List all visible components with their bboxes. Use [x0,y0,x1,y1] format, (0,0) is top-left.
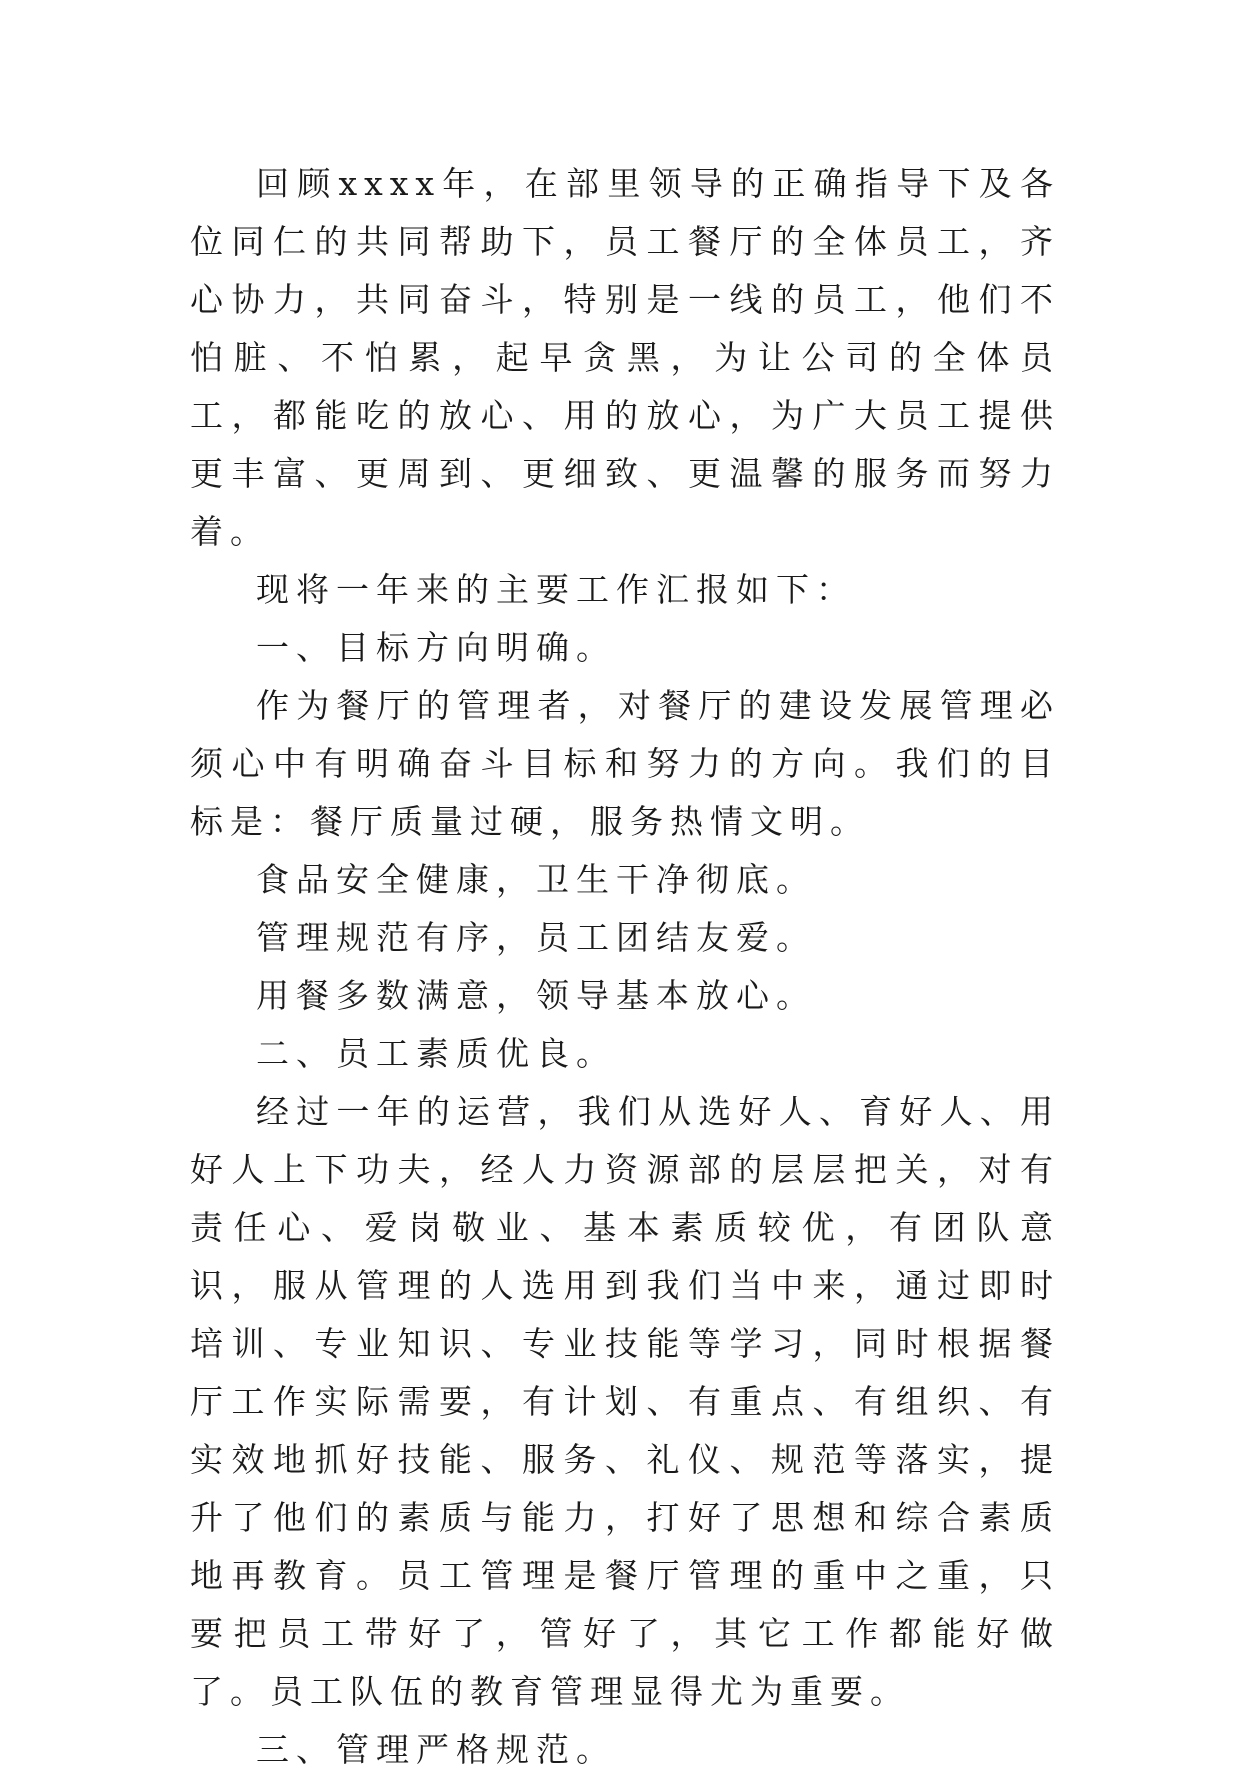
paragraph-goals: 作为餐厅的管理者，对餐厅的建设发展管理必须心中有明确奋斗目标和努力的方向。我们的目标是：餐厅质量过硬，服务热情文明。 [190,686,1060,841]
heading-section-2: 二、员工素质优良。 [256,1034,616,1073]
heading-section-3: 三、管理严格规范。 [256,1730,616,1769]
paragraph-staff-quality: 经过一年的运营，我们从选好人、育好人、用好人上下功夫，经人力资源部的层层把关，对有责任心、爱岗敬业、基本素质较优，有团队意识，服从管理的人选用到我们当中来，通过即时培训、专业知识、专业技能等学习，同时根据餐厅工作实际需要，有计划、有重点、有组织、有实效地抓好技能、服务、礼仪、规范等落实，提升了他们的素质与能力，打好了思想和综合素质地再教育。员工管理是餐厅管理的重中之重，只要把员工带好了，管好了，其它工作都能好做了。员工队伍的教育管理显得尤为重要。 [190,1092,1060,1711]
heading-section-1: 一、目标方向明确。 [256,628,616,667]
paragraph-goal-food-safety: 食品安全健康，卫生干净彻底。 [256,860,816,899]
document-body [190,155,1060,1779]
paragraph-goal-satisfaction: 用餐多数满意，领导基本放心。 [256,976,816,1015]
paragraph-report-intro: 现将一年来的主要工作汇报如下： [256,570,856,609]
paragraph-review: 回顾xxxx年，在部里领导的正确指导下及各位同仁的共同帮助下，员工餐厅的全体员工，齐心协力，共同奋斗，特别是一线的员工，他们不怕脏、不怕累，起早贪黑，为让公司的全体员工，都能吃的放心、用的放心，为广大员工提供更丰富、更周到、更细致、更温馨的服务而努力着。 [190,164,1060,551]
paragraph-goal-management: 管理规范有序，员工团结友爱。 [256,918,816,957]
